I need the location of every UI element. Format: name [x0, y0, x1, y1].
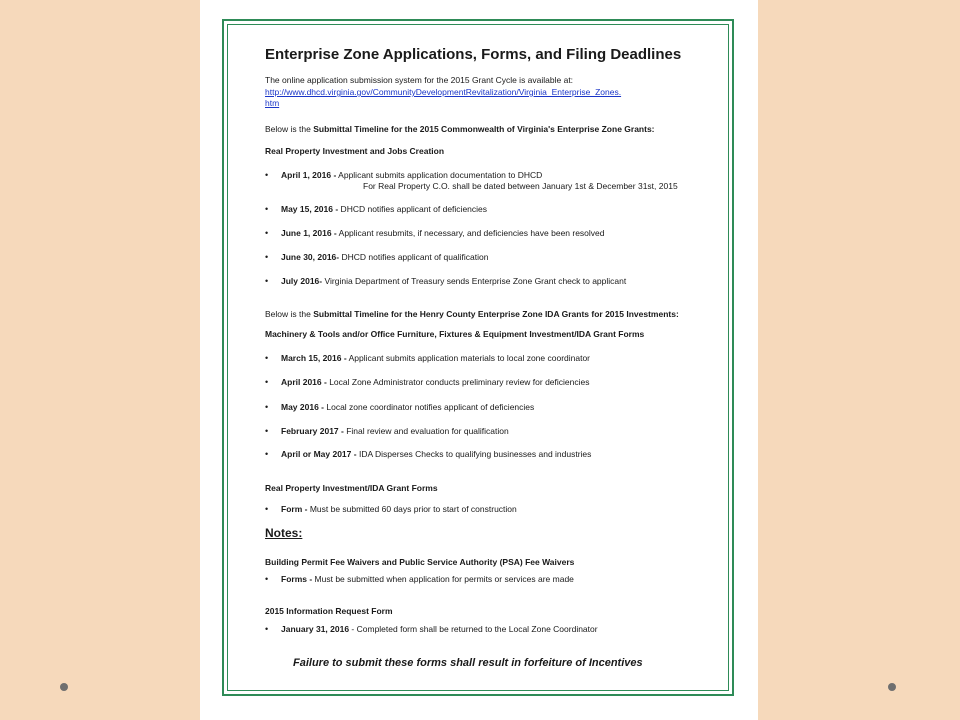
list-item: • June 30, 2016- DHCD notifies applicant of qualification: [265, 252, 489, 262]
section1-intro: Below is the Submittal Timeline for the 2015 Commonwealth of Virginia's Enterprise Zone Grants:: [265, 124, 655, 134]
dhcd-link-continued[interactable]: htm: [265, 98, 280, 108]
section1-heading: Real Property Investment and Jobs Creation: [265, 146, 445, 156]
list-item: • Form - Must be submitted 60 days prior to start of construction: [265, 504, 517, 514]
list-item: • April 2016 - Local Zone Administrator conducts preliminary review for deficiencies: [265, 377, 590, 387]
section4-heading: Building Permit Fee Waivers and Public Service Authority (PSA) Fee Waivers: [265, 557, 575, 567]
list-item: • May 15, 2016 - DHCD notifies applicant of deficiencies: [265, 204, 488, 214]
list-item: • July 2016- Virginia Department of Treasury sends Enterprise Zone Grant check to applicant: [265, 276, 627, 286]
list-item: • May 2016 - Local zone coordinator notifies applicant of deficiencies: [265, 402, 535, 412]
intro-text: The online application submission system for the 2015 Grant Cycle is available at:: [265, 75, 574, 85]
document-title: Enterprise Zone Applications, Forms, and Filing Deadlines: [265, 46, 682, 63]
list-item: • March 15, 2016 - Applicant submits application materials to local zone coordinator: [265, 353, 591, 363]
list-item: • June 1, 2016 - Applicant resubmits, if necessary, and deficiencies have been resolved: [265, 228, 605, 238]
list-item: • February 2017 - Final review and evaluation for qualification: [265, 426, 509, 436]
section3-heading: Real Property Investment/IDA Grant Forms: [265, 483, 438, 493]
slide-nav-dot-left: [60, 683, 68, 691]
list-item: • April 1, 2016 - Applicant submits application documentation to DHCD: [265, 170, 543, 180]
section5-heading: 2015 Information Request Form: [265, 606, 393, 616]
list-item: • January 31, 2016 - Completed form shall be returned to the Local Zone Coordinator: [265, 624, 598, 634]
list-item: • Forms - Must be submitted when application for permits or services are made: [265, 574, 574, 584]
section2-intro: Below is the Submittal Timeline for the Henry County Enterprise Zone IDA Grants for 2015 Investments:: [265, 309, 679, 319]
section2-heading: Machinery & Tools and/or Office Furniture, Fixtures & Equipment Investment/IDA Grant Forms: [265, 329, 645, 339]
notes-heading: Notes:: [265, 526, 303, 540]
forfeiture-warning: Failure to submit these forms shall result in forfeiture of Incentives: [293, 657, 643, 669]
list-item-subtext: For Real Property C.O. shall be dated between January 1st & December 31st, 2015: [363, 181, 678, 191]
list-item: • April or May 2017 - IDA Disperses Checks to qualifying businesses and industries: [265, 449, 592, 459]
dhcd-link[interactable]: http://www.dhcd.virginia.gov/CommunityDevelopmentRevitalization/Virginia_Enterprise_Zones.: [265, 87, 622, 97]
slide-nav-dot-right: [888, 683, 896, 691]
